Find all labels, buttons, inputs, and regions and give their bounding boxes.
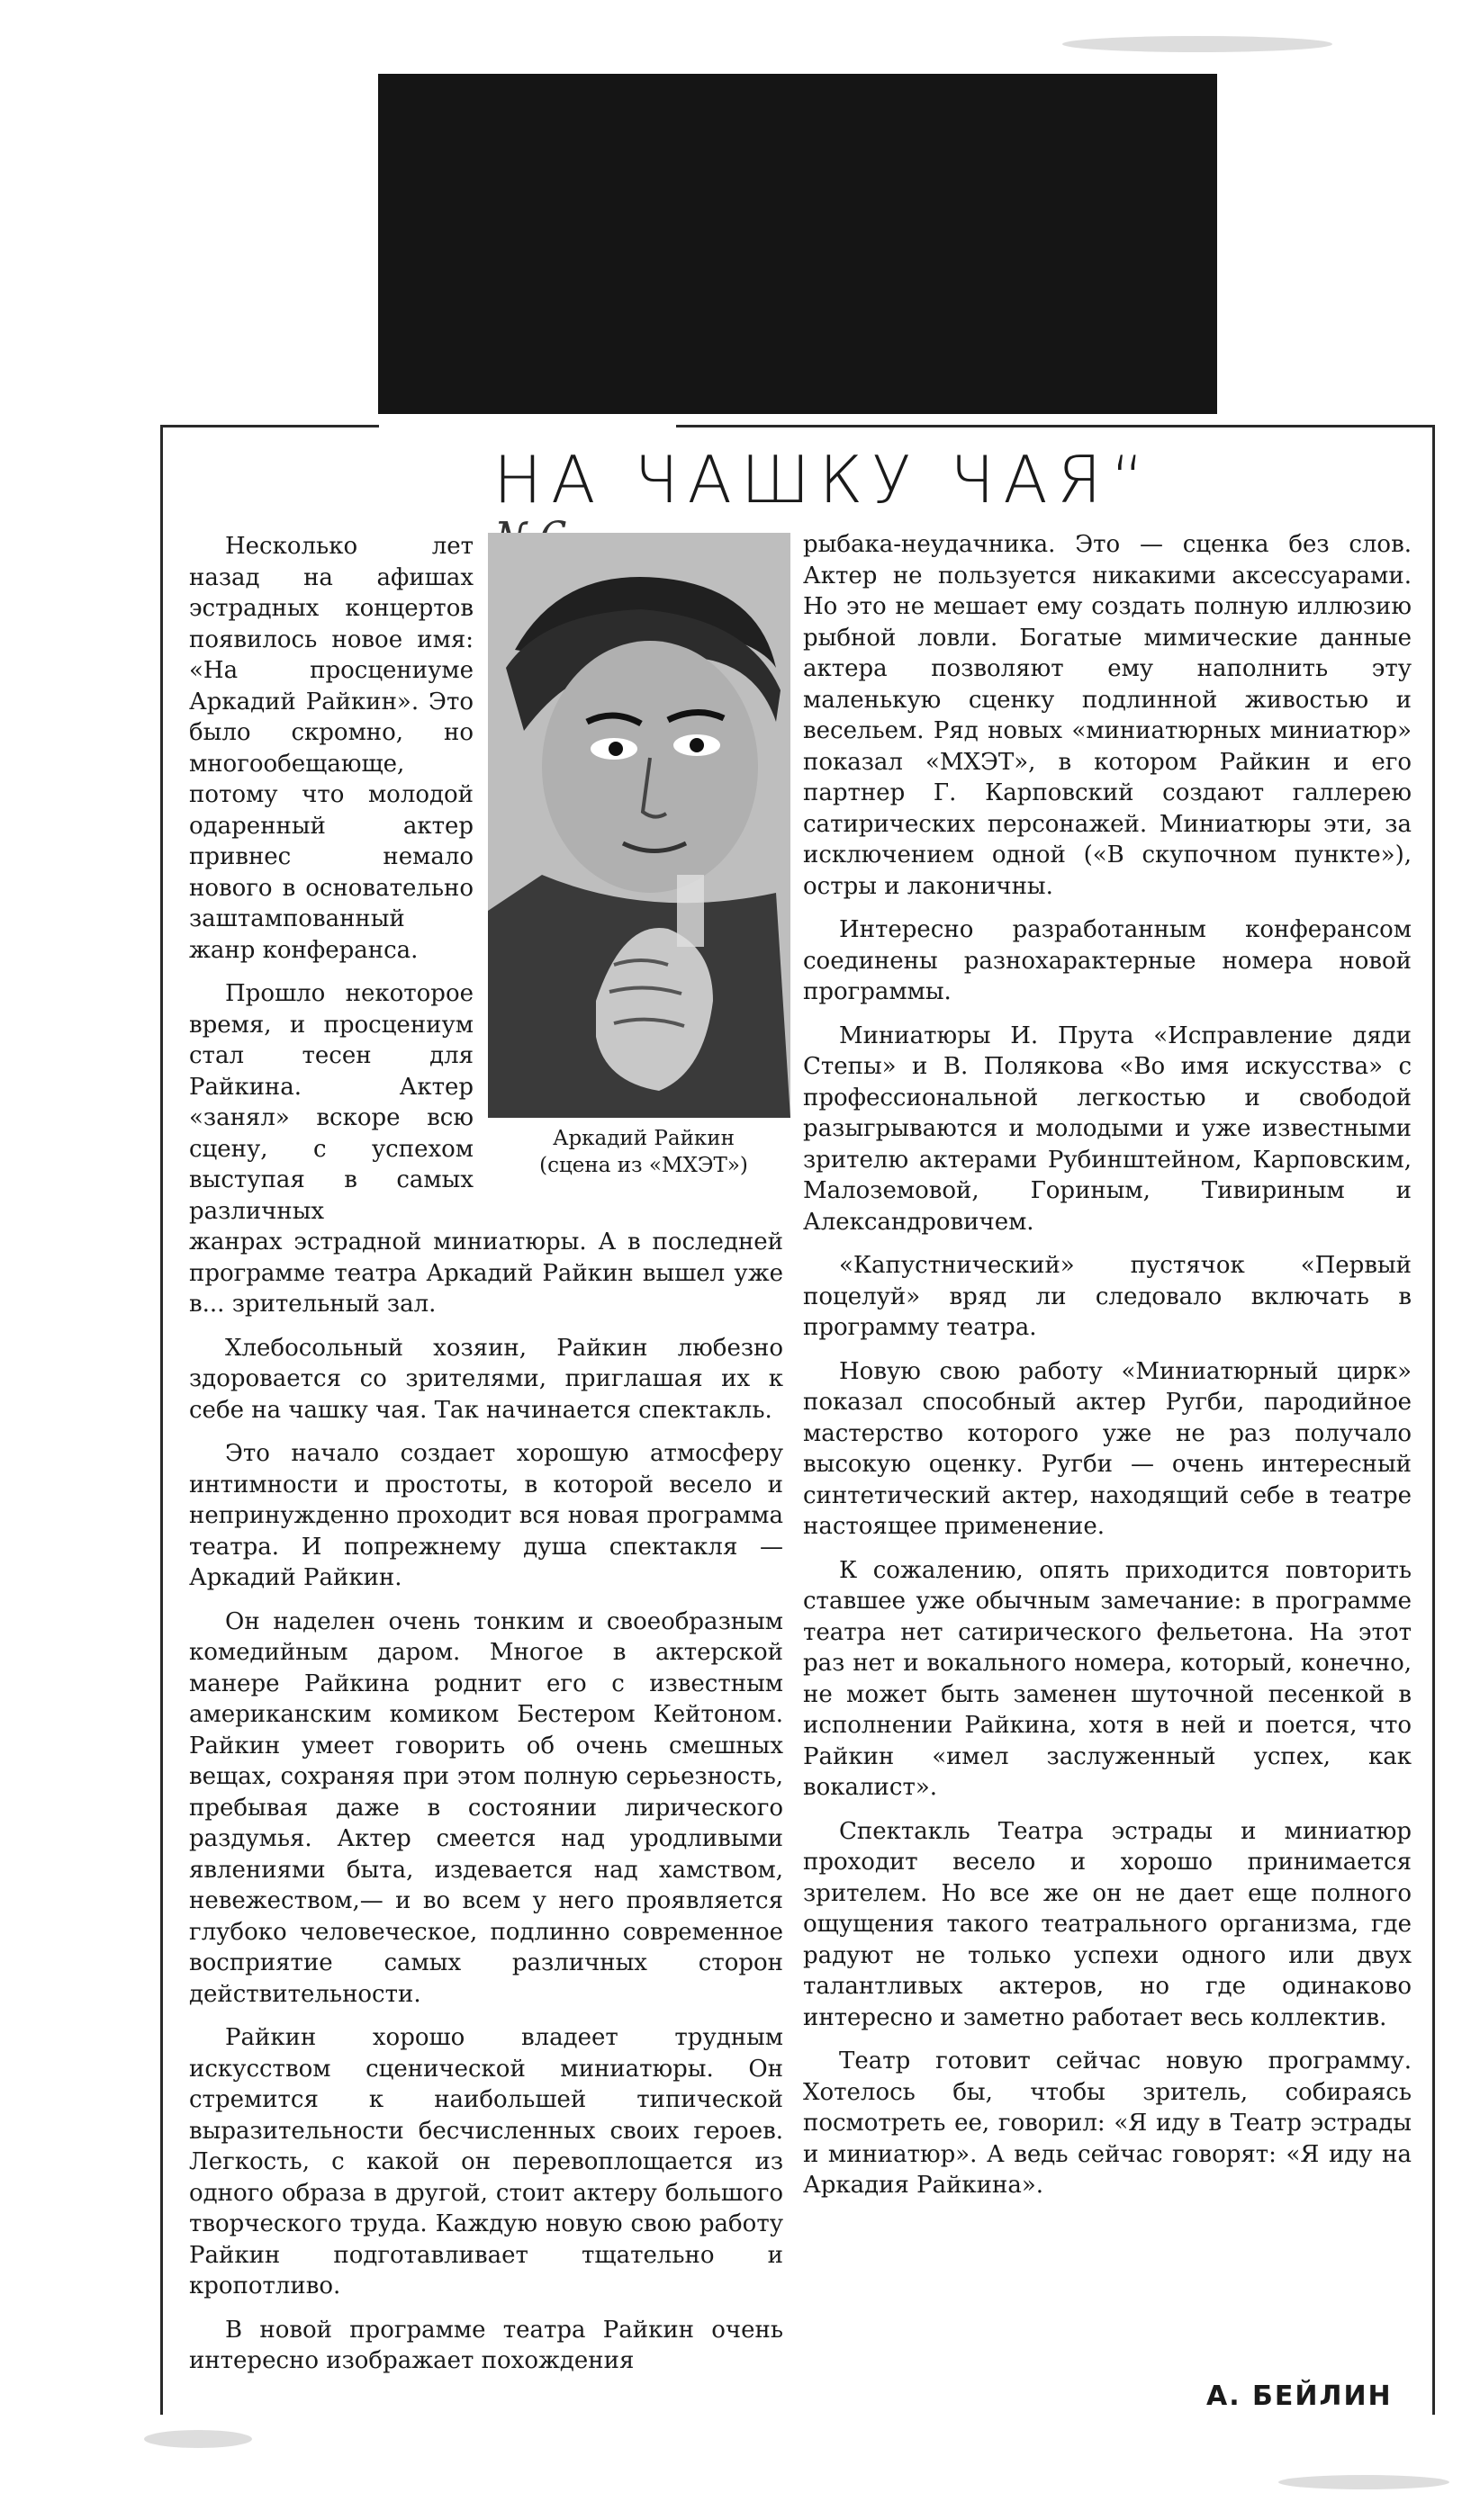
paragraph: Интересно разработанным конферансом соединены разнохарактерные номера новой программы. (803, 916, 1412, 1005)
scan-noise (1062, 36, 1332, 52)
author-signature: А. БЕЙЛИН (1206, 2380, 1393, 2412)
scan-noise (1278, 2475, 1449, 2489)
paragraph: Он наделен очень тонким и своеобразным комедийным даром. Многое в актерской манере Райкина роднит его с известным американским комиком Бестером Кейтоном. Райкин умеет говорить об очень смешных вещах, сохраняя при этом полную серьезность, пребывая даже в состоянии лирического раздумья. Актер смеется над уродливыми явлениями быта, издевается над хамством, невежеством,— и во всем у него проявляется глубоко человеческое, подлинно современное восприятие самых различных сторон действительности. (189, 1607, 783, 2008)
paragraph: Театр готовит сейчас новую программу. Хотелось бы, чтобы зритель, собираясь посмотреть ее, говорил: «Я иду в Театр эстрады и миниатюр». А ведь сейчас говорят: «Я иду на Аркадия Райкина». (803, 2048, 1412, 2199)
redacted-block (378, 74, 1217, 414)
scan-noise (144, 2430, 252, 2448)
paragraph: В новой программе театра Райкин очень интересно изображает похождения (189, 2316, 783, 2374)
column-left-narrow (189, 531, 474, 1227)
paragraph: Новую свою работу «Миниатюрный цирк» показал способный актер Ругби, пародийное мастерство которого уже не раз получало высокую оценку. Ругби — очень интересный синтетический актер, находящий себе в театре настоящее применение. (803, 1357, 1412, 1540)
paragraph: «Капустнический» пустячок «Первый поцелуй» вряд ли следовало включать в программу театра. (803, 1252, 1412, 1341)
paragraph: Хлебосольный хозяин, Райкин любезно здоровается со зрителями, приглашая их к себе на чашку чая. Так начинается спектакль. (189, 1334, 783, 1424)
paragraph: Райкин хорошо владеет трудным искусством сценической миниатюры. Он стремится к наибольшей типической выразительности бесчисленных своих героев. Легкость, с какой он перевоплощается из одного образа в другой, стоит актеру большого творческого труда. Каждую новую свою работу Райкин подготавливает тщательно и кропотливо. (189, 2024, 783, 2300)
paragraph: жанрах эстрадной миниатюры. А в последней программе театра Аркадий Райкин вышел уже в... зрительный зал. (189, 1228, 783, 1318)
caption-line: Аркадий Райкин (553, 1127, 735, 1150)
paragraph: Прошло некоторое время, и просцениум стал тесен для Райкина. Актер «занял» вскоре всю сцену, с успехом выступая в самых различных (189, 980, 474, 1225)
column-right (803, 529, 1412, 2214)
caption-line: (сцена из «МХЭТ») (539, 1154, 748, 1177)
paragraph: Несколько лет назад на афишах эстрадных концертов появилось новое имя: «На просцениуме Аркадий Райкин». Это было скромно, но многообещающе, потому что молодой одаренный актер привнес немало нового в основательно заштампованный жанр конферанса. (189, 533, 474, 964)
article-headline: НА ЧАШКУ ЧАЯ“ (493, 442, 1153, 518)
paragraph: Спектакль Театра эстрады и миниатюр проходит весело и хорошо принимается зрителем. Но все же он не дает еще полного ощущения такого театрального организма, где радуют не только успехи одного или двух талантливых актеров, но где одинаково интересно и заметно работает весь коллектив. (803, 1817, 1412, 2031)
paragraph: Это начало создает хорошую атмосферу интимности и простоты, в которой весело и непринужденно проходит вся новая программа театра. И попрежнему душа спектакля — Аркадий Райкин. (189, 1440, 783, 1591)
paragraph: К сожалению, опять приходится повторить ставшее уже обычным замечание: в программе театра нет сатирического фельетона. На этот раз нет и вокального номера, который, конечно, не может быть заменен шуточной песенкой в исполнении Райкина, хотя в ней и поется, что Райкин «имел заслуженный успех, как вокалист». (803, 1556, 1412, 1801)
column-left (189, 531, 783, 2390)
paragraph: рыбака-неудачника. Это — сценка без слов. Актер не пользуется никакими аксессуарами. Но это не мешает ему создать полную иллюзию рыбной ловли. Богатые мимические данные актера позволяют ему наполнить эту маленькую сценку подлинной живостью и весельем. Ряд новых «миниатюрных миниатюр» показал «МХЭТ», в котором Райкин и его партнер Г. Карповский создают галлерею сатирических персонажей. Миниатюры эти, за исключением одной («В скупочном пункте»), остры и лаконичны. (803, 531, 1412, 900)
paragraph: Миниатюры И. Прута «Исправление дяди Степы» и В. Полякова «Во имя искусства» с профессиональной легкостью и свободой разыгрываются и молодыми и уже известными зрителю актерами Рубинштейном, Карповским, Малоземовой, Гориным, Тивириным и Александровичем. (803, 1022, 1412, 1236)
